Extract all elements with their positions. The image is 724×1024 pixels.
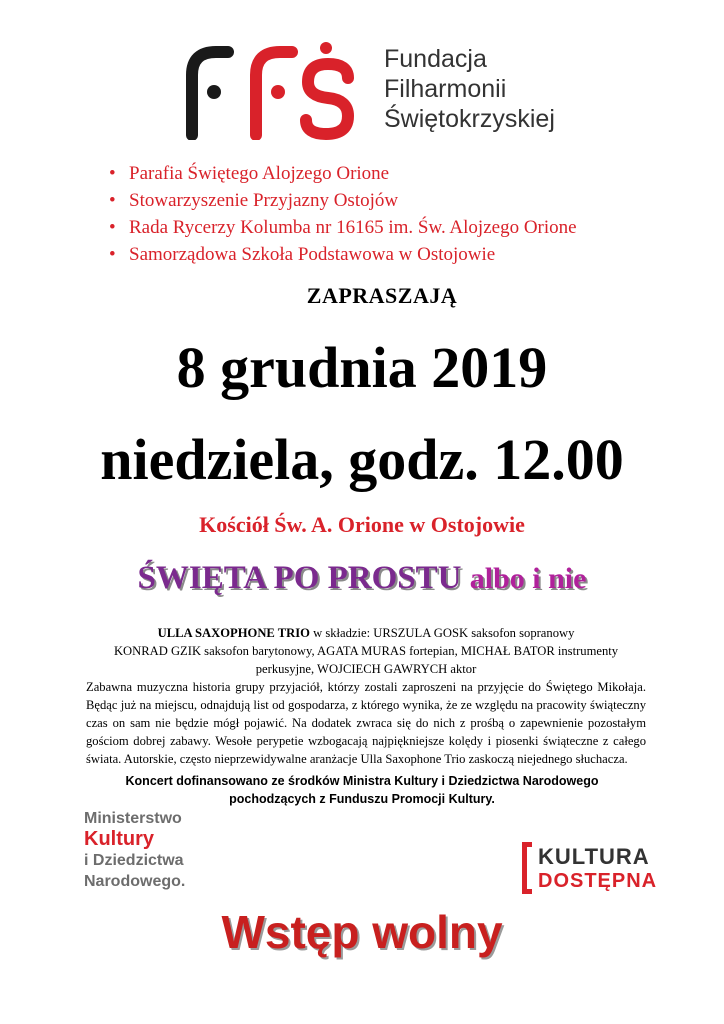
performers-line1-rest: w składzie: URSZULA GOSK saksofon sopranowy: [309, 626, 575, 640]
concert-description: [86, 624, 646, 768]
ministry-logo-line2: Kultury: [84, 828, 154, 850]
description-body: Zabawna muzyczna historia grupy przyjaciół, którzy zostali zaproszeni na przyjęcie do Świętego Mikołaja. Będąc już na miejscu, odnajdują list od gospodarza, z którego wynika, że ze względu na pracowity świąteczny czas on sam nie będzie mógł pojawić. Na dodatek zwraca się do nich z prośbą o zapewnienie pozostałym gościom dobrej zabawy. Wesołe perypetie wzbogacają najpiękniejsze kolędy i piosenki świąteczne z całego świata. Autorskie, często nieprzewidywalne aranżacje Ulla Saxophone Trio zaskoczą niejednego słuchacza.: [86, 680, 646, 766]
free-entry-banner: Wstęp wolny: [221, 906, 503, 958]
foundation-name-line2: Filharmonii: [384, 75, 507, 103]
organizer-item: • Stowarzyszenie Przyjazny Ostojów: [105, 187, 577, 214]
foundation-name-line3: Świętokrzyskiej: [384, 105, 555, 133]
kultura-dostepna-line2: DOSTĘPNA: [538, 870, 658, 892]
foundation-name: [384, 44, 555, 134]
ministry-logo-line4: Narodowego.: [84, 873, 186, 890]
invite-heading: ZAPRASZAJĄ: [306, 283, 458, 308]
organizer-item: • Samorządowa Szkoła Podstawowa w Ostojowie: [105, 241, 577, 268]
organizers-list: [105, 160, 577, 268]
funding-line1: Koncert dofinansowano ze środków Ministra Kultury i Dziedzictwa Narodowego: [125, 774, 599, 788]
event-venue: Kościół Św. A. Orione w Ostojowie: [199, 512, 525, 537]
event-time: niedziela, godz. 12.00: [100, 427, 624, 492]
performers-line3: perkusyjne, WOJCIECH GAWRYCH aktor: [255, 662, 477, 676]
ministry-logo-line1: Ministerstwo: [84, 810, 182, 827]
performers-line1: [86, 624, 646, 642]
ministry-logo: [84, 808, 185, 892]
ministry-logo-line3: i Dziedzictwa: [84, 852, 184, 869]
ensemble-name: ULLA SAXOPHONE TRIO: [157, 626, 310, 640]
kultura-dostepna-logo: [522, 840, 672, 898]
concert-title: [0, 560, 724, 597]
concert-title-sub: albo i nie: [469, 562, 587, 595]
funding-note: [0, 772, 724, 808]
organizer-item: • Parafia Świętego Alojzego Orione: [105, 160, 577, 187]
concert-title-main: ŚWIĘTA PO PROSTU: [137, 560, 462, 596]
ffs-logo-icon: [178, 40, 368, 140]
kultura-dostepna-line1: KULTURA: [538, 844, 650, 869]
foundation-name-line1: Fundacja: [384, 45, 487, 73]
bracket-icon: [522, 842, 532, 894]
performers-line2: KONRAD GZIK saksofon barytonowy, AGATA MURAS fortepian, MICHAŁ BATOR instrumenty: [113, 644, 619, 658]
funding-line2: pochodzących z Funduszu Promocji Kultury.: [229, 792, 495, 806]
organizer-item: • Rada Rycerzy Kolumba nr 16165 im. Św. Alojzego Orione: [105, 214, 577, 241]
event-date: 8 grudnia 2019: [176, 335, 548, 400]
